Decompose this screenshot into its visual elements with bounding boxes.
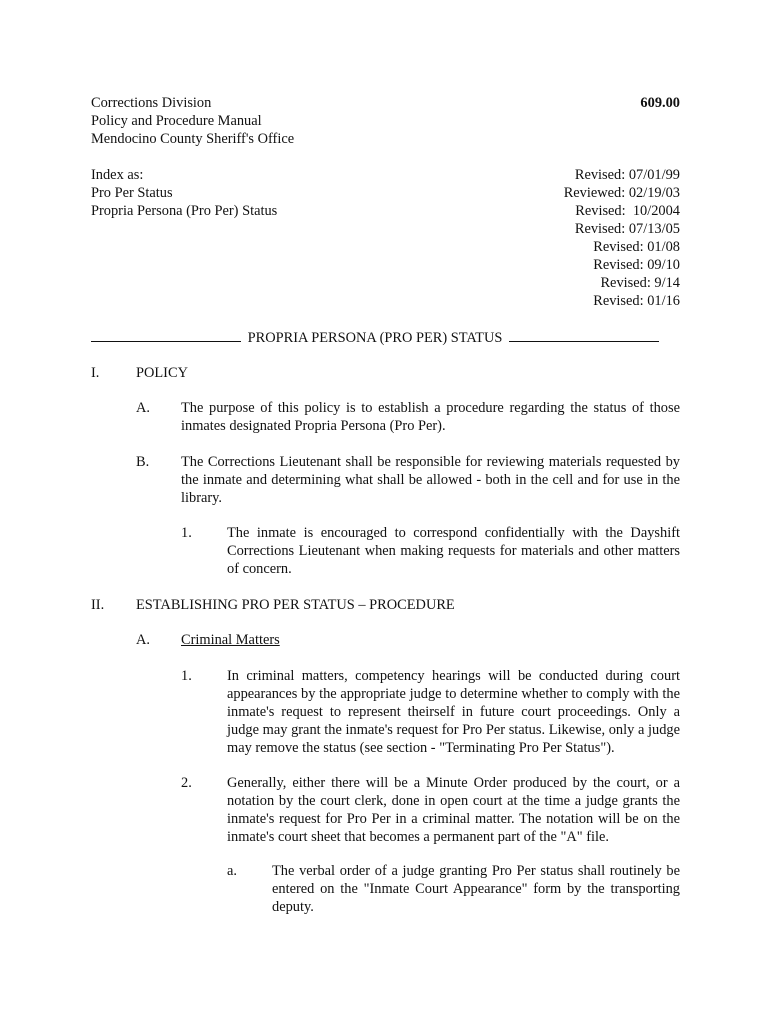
- policy-paragraph: The Corrections Lieutenant shall be responsible for reviewing materials requested by the inmate and determining what shall be allowed - both in the cell and for use in the library.: [181, 454, 680, 506]
- section-number: II.: [91, 597, 105, 613]
- item-label: 2.: [181, 775, 192, 791]
- procedure-paragraph: The verbal order of a judge granting Pro Per status shall routinely be entered on the "Inmate Court Appearance" form by the transporting deputy.: [272, 863, 680, 915]
- revision-date: Revised: 10/2004: [575, 203, 680, 219]
- item-label: 1.: [181, 668, 192, 684]
- index-label: Index as:: [91, 167, 144, 183]
- division-name: Corrections Division: [91, 95, 212, 111]
- policy-number: 609.00: [640, 95, 680, 111]
- title-rule-left: [91, 329, 241, 342]
- revision-date: Revised: 07/01/99: [574, 167, 680, 183]
- procedure-paragraph: In criminal matters, competency hearings will be conducted during court appearances by the appropriate judge to determine whether to comply with the inmate's request to represent theirself in future court proceedings. Only a judge may grant the inmate's request for Pro Per status. Likewise, only a judge may remove the status (see section - "Terminating Pro Per Status").: [227, 668, 680, 756]
- index-entry: Pro Per Status: [91, 185, 173, 201]
- document-title-line: [91, 329, 680, 347]
- manual-name: Policy and Procedure Manual: [91, 113, 262, 129]
- procedure-paragraph: Generally, either there will be a Minute Order produced by the court, or a notation by the court clerk, done in open court at the time a judge grants the inmate's request for Pro Per in a criminal matter. The notation will be on the inmate's court sheet that becomes a permanent part of the "A" file.: [227, 775, 680, 845]
- item-label: B.: [136, 454, 150, 470]
- item-label: A.: [136, 632, 150, 648]
- revision-date: Revised: 01/08: [593, 239, 680, 255]
- title-rule-right: [509, 329, 659, 342]
- revision-date: Revised: 09/10: [593, 257, 680, 273]
- index-entry: Propria Persona (Pro Per) Status: [91, 203, 278, 219]
- item-label: A.: [136, 400, 150, 416]
- item-label: a.: [227, 863, 237, 879]
- revision-date: Revised: 01/16: [593, 293, 680, 309]
- section-heading: POLICY: [136, 365, 188, 381]
- section-heading: ESTABLISHING PRO PER STATUS – PROCEDURE: [136, 597, 455, 613]
- item-label: 1.: [181, 525, 192, 541]
- revision-date: Revised: 9/14: [600, 275, 680, 291]
- revision-date: Reviewed: 02/19/03: [563, 185, 680, 201]
- document-title: PROPRIA PERSONA (PRO PER) STATUS: [247, 330, 503, 346]
- revision-date: Revised: 07/13/05: [574, 221, 680, 237]
- subsection-heading: Criminal Matters: [181, 632, 280, 648]
- policy-paragraph: The purpose of this policy is to establish a procedure regarding the status of those inmates designated Propria Persona (Pro Per).: [181, 400, 680, 434]
- section-number: I.: [91, 365, 100, 381]
- policy-paragraph: The inmate is encouraged to correspond confidentially with the Dayshift Corrections Lieutenant when making requests for materials and other matters of concern.: [227, 525, 680, 577]
- office-name: Mendocino County Sheriff's Office: [91, 131, 295, 147]
